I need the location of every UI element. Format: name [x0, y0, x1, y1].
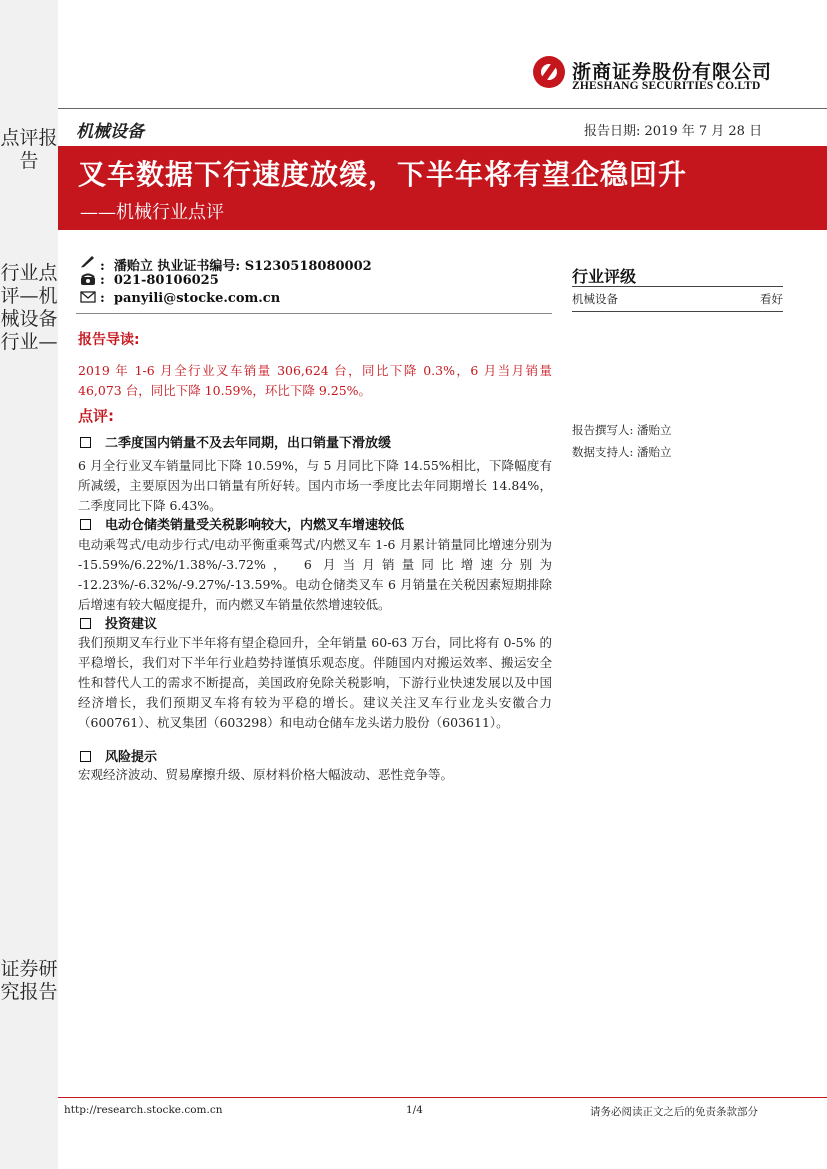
- section-text: 6 月全行业叉车销量同比下降 10.59%，与 5 月同比下降 14.55%相比，下降幅度有所减缓，主要原因为出口销量有所好转。国内市场一季度比去年同期增长 14.84%，二季度同比下降 6.43%。: [78, 458, 552, 513]
- section-text: 我们预期叉车行业下半年将有望企稳回升，全年销量 60-63 万台，同比将有 0-5% 的平稳增长，我们对下半年行业趋势持谨慎乐观态度。伴随国内对搬运效率、搬运安全性和替代人工的需求不断提高，美国政府免除关税影响，下游行业快速发展以及中国经济增长，我们预期叉车将有较为平稳的增长。建议关注叉车行业龙头安徽合力（600761）、杭叉集团（603298）和电动仓储车龙头诺力股份（603611）。: [78, 635, 552, 730]
- data-supporter: 数据支持人: 潘贻立: [572, 445, 672, 459]
- phone-icon: [80, 272, 96, 290]
- section-text: 宏观经济波动、贸易摩擦升级、原材料价格大幅波动、恶性竞争等。: [78, 767, 454, 782]
- rating-row: [572, 291, 783, 307]
- company-name-cn: 浙商证券股份有限公司: [572, 61, 773, 83]
- sector-tag: 机械设备: [76, 122, 144, 142]
- section-heading: 电动仓储类销量受关税影响较大，内燃叉车增速较低: [80, 514, 404, 533]
- footer-disclaimer: 请务必阅读正文之后的免责条款部分: [590, 1106, 758, 1118]
- section-heading: 投资建议: [80, 613, 157, 632]
- report-writer: 报告撰写人: 潘贻立: [572, 423, 672, 437]
- checkbox-square-icon: [80, 618, 91, 629]
- sidebar-label-type: 点评报告: [0, 127, 58, 172]
- rating-divider: [572, 286, 783, 287]
- header-divider: [58, 108, 827, 109]
- page-subtitle: ——机械行业点评: [80, 202, 224, 223]
- analyst-info: : 潘贻立 执业证书编号: S1230518080002: [100, 259, 372, 274]
- checkbox-square-icon: [80, 437, 91, 448]
- pen-icon: [80, 254, 96, 272]
- email-address[interactable]: : panyili@stocke.com.cn: [100, 291, 281, 306]
- rating-divider: [572, 311, 783, 312]
- phone-number: : 021-80106025: [100, 273, 219, 288]
- rating-value: 看好: [760, 292, 783, 306]
- guide-heading: 报告导读:: [78, 332, 140, 348]
- page-title: 叉车数据下行速度放缓，下半年将有望企稳回升: [78, 158, 688, 191]
- checkbox-square-icon: [80, 519, 91, 530]
- footer-divider: [58, 1097, 827, 1098]
- company-name-en: ZHESHANG SECURITIES CO.LTD: [572, 80, 761, 92]
- section-heading: 二季度国内销量不及去年同期，出口销量下滑放缓: [80, 432, 391, 451]
- page-number: 1/4: [406, 1104, 423, 1116]
- report-date: 报告日期: 2019 年 7 月 28 日: [584, 124, 763, 139]
- rating-industry: 机械设备: [572, 292, 618, 306]
- checkbox-square-icon: [80, 751, 91, 762]
- guide-text: 2019 年 1-6 月全行业叉车销量 306,624 台，同比下降 0.3%，6 月当月销量 46,073 台，同比下降 10.59%，环比下降 9.25%。: [78, 363, 552, 398]
- sidebar-label-category: 行业点评—机械设备行业—: [0, 262, 58, 353]
- section-heading: 风险提示: [80, 746, 157, 765]
- section-text: 电动乘驾式/电动步行式/电动平衡重乘驾式/内燃叉车 1-6 月累计销量同比增速分别为 -15.59%/6.22%/1.38%/-3.72%， 6 月当月销量同比增速分别为 -12.23%/-6.32%/-9.27%/-13.59%。电动仓储类叉车 6 月销量在关税因素短期排除后增速有较大幅度提升，而内燃叉车销量依然增速较低。: [78, 537, 552, 612]
- sidebar-label-research: 证券研究报告: [0, 958, 58, 1003]
- review-heading: 点评:: [78, 407, 114, 425]
- email-icon: [80, 290, 96, 308]
- footer-url[interactable]: http://research.stocke.com.cn: [64, 1104, 223, 1116]
- rating-heading: 行业评级: [572, 267, 637, 286]
- company-logo-icon: [533, 56, 565, 88]
- contact-divider: [76, 313, 552, 314]
